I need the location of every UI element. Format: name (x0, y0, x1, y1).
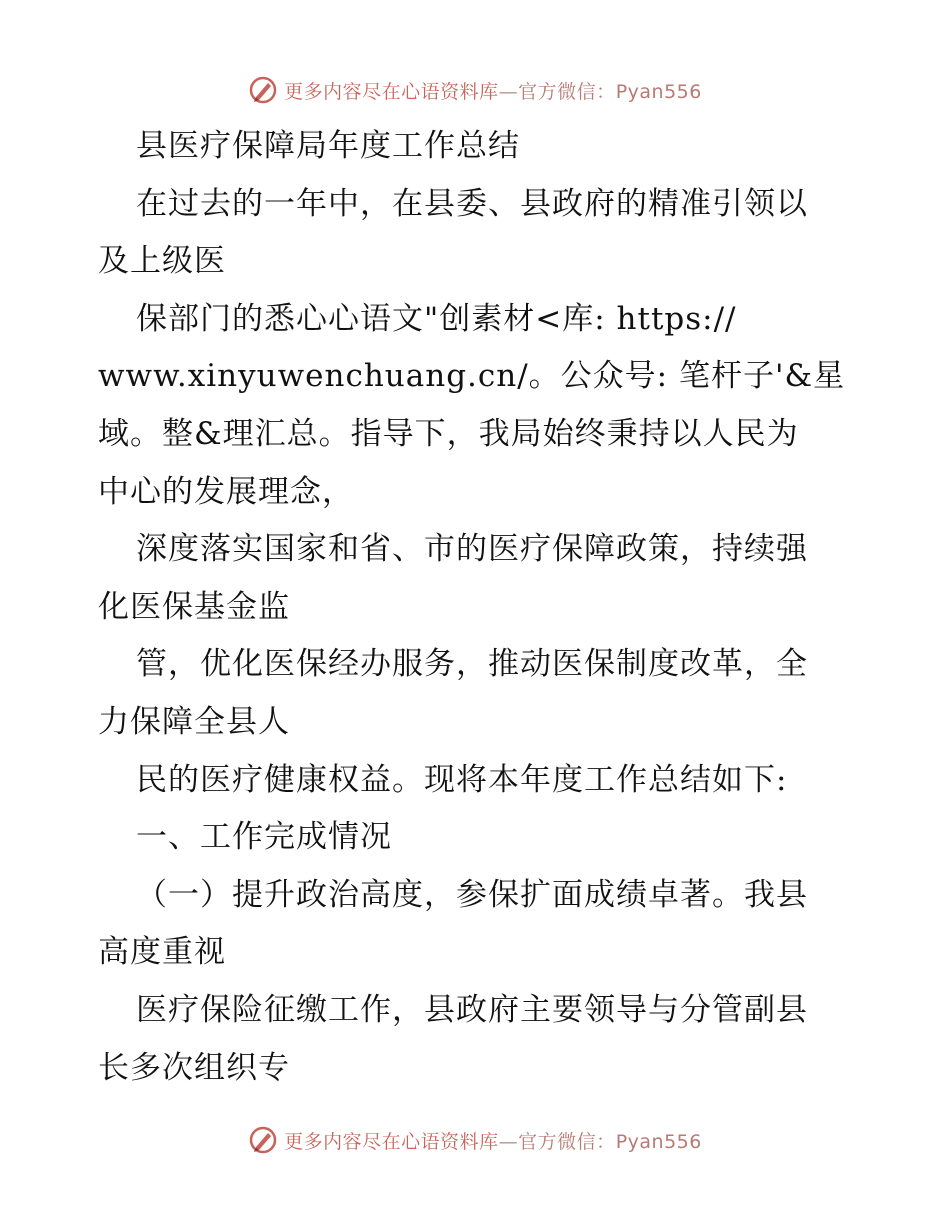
paragraph-line: 化医保基金监 (98, 588, 290, 625)
header-banner-wechat: Pyan556 (615, 80, 702, 103)
subsection-heading: （一）提升政治高度，参保扩面成绩卓著。我县 (136, 876, 808, 913)
header-banner-text (284, 77, 702, 104)
paragraph-line: www.xinyuwenchuang.cn/。公众号: 笔杆子'&星 (98, 358, 846, 395)
pen-logo-icon (248, 1125, 278, 1155)
header-banner-separator: — (498, 80, 519, 103)
paragraph-line: 管，优化医保经办服务，推动医保制度改革，全 (136, 646, 808, 683)
paragraph-line: 深度落实国家和省、市的医疗保障政策，持续强 (136, 531, 808, 568)
pen-logo-icon (248, 75, 278, 105)
header-banner-slogan: 更多内容尽在心语资料库 (284, 80, 499, 103)
header-banner-official: 官方微信： (518, 80, 616, 103)
footer-banner-wechat: Pyan556 (615, 1130, 702, 1153)
footer-banner-slogan: 更多内容尽在心语资料库 (284, 1130, 499, 1153)
header-watermark-banner (0, 70, 950, 110)
paragraph-line: 中心的发展理念， (98, 473, 354, 510)
paragraph-line: 高度重视 (98, 934, 226, 971)
paragraph-line: 域。整&理汇总。指导下，我局始终秉持以人民为 (98, 415, 799, 452)
paragraph-line: 民的医疗健康权益。现将本年度工作总结如下: (136, 761, 788, 798)
paragraph-line: 及上级医 (98, 243, 226, 280)
paragraph-line: 医疗保险征缴工作，县政府主要领导与分管副县 (136, 991, 808, 1028)
paragraph-line: 保部门的悉心心语文"创素材<库: https:// (136, 300, 737, 337)
footer-banner-text (284, 1127, 702, 1154)
paragraph-line: 长多次组织专 (98, 1049, 290, 1086)
document-body (98, 118, 858, 1097)
paragraph-line: 力保障全县人 (98, 703, 290, 740)
section-heading: 一、工作完成情况 (136, 819, 392, 856)
document-title: 县医疗保障局年度工作总结 (136, 128, 520, 164)
paragraph-line: 在过去的一年中，在县委、县政府的精准引领以 (136, 185, 808, 222)
footer-banner-official: 官方微信： (518, 1130, 616, 1153)
footer-banner-separator: — (498, 1130, 519, 1153)
footer-watermark-banner (0, 1120, 950, 1160)
